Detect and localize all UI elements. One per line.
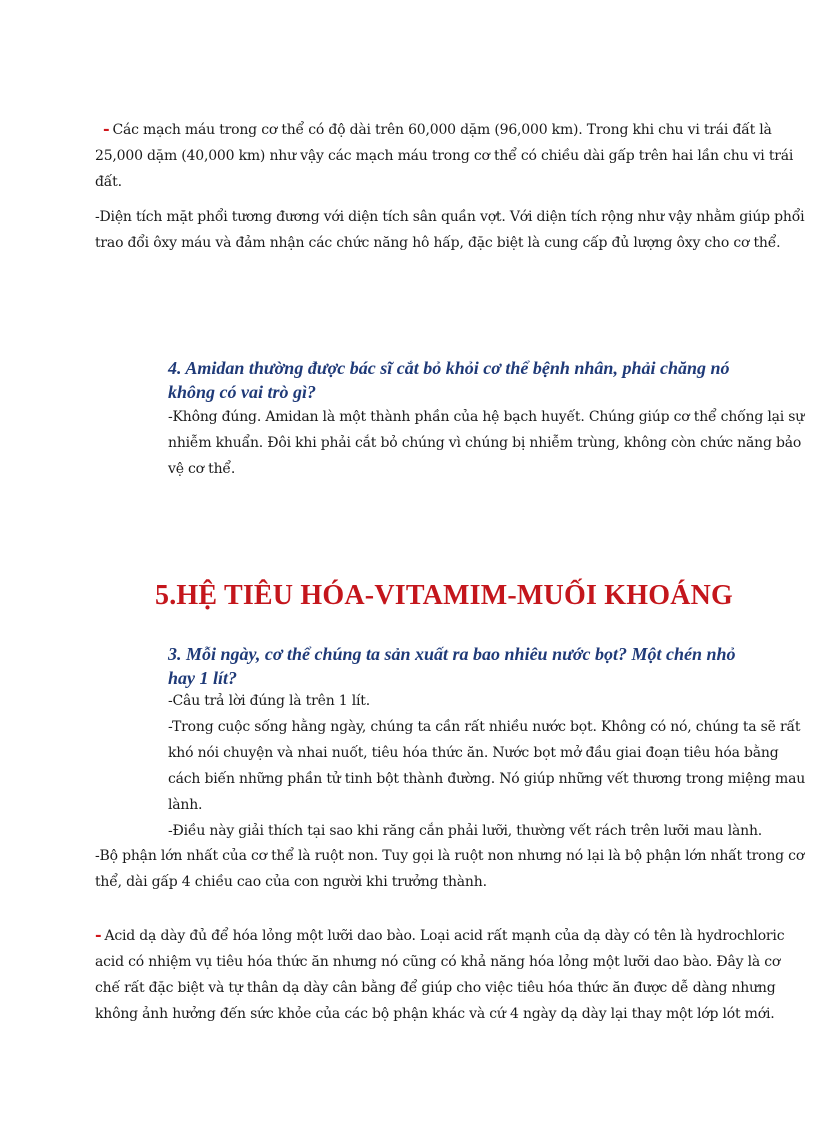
paragraph-line: đất. bbox=[95, 174, 122, 190]
paragraph-line: -Không đúng. Amidan là một thành phần của hệ bạch huyết. Chúng giúp cơ thể chống lại sự bbox=[168, 409, 805, 425]
paragraph-line: - Các mạch máu trong cơ thể có độ dài trên 60,000 dặm (96,000 km). Trong khi chu vi trái đất là bbox=[103, 119, 772, 138]
question-heading-tonsils: 4. Amidan thường được bác sĩ cắt bỏ khỏi cơ thể bệnh nhân, phải chăng nó không có vai trò gì? bbox=[168, 358, 730, 402]
paragraph-line: không ảnh hưởng đến sức khỏe của các bộ phận khác và cứ 4 ngày dạ dày lại thay một lớp lót mới. bbox=[95, 1006, 775, 1022]
paragraph-line: chế rất đặc biệt và tự thân dạ dày cân bằng để giúp cho việc tiêu hóa thức ăn được dễ dàng nhưng bbox=[95, 980, 776, 996]
paragraph-line: cách biến những phần tử tinh bột thành đường. Nó giúp những vết thương trong miệng mau bbox=[168, 771, 806, 787]
paragraph-line: -Diện tích mặt phổi tương đương với diện tích sân quần vợt. Với diện tích rộng như vậy nhằm giúp phổi bbox=[95, 209, 805, 225]
paragraph-blood-vessels bbox=[95, 116, 794, 195]
paragraph-lung-area bbox=[95, 204, 805, 256]
question-heading-saliva: 3. Mỗi ngày, cơ thể chúng ta sản xuất ra bao nhiêu nước bọt? Một chén nhỏ hay 1 lít? bbox=[168, 644, 736, 688]
paragraph-stomach-acid bbox=[95, 922, 795, 1027]
paragraph-small-intestine bbox=[95, 843, 805, 895]
paragraph-line: 25,000 dặm (40,000 km) như vậy các mạch máu trong cơ thể có chiều dài gấp trên hai lần chu vi trái bbox=[95, 148, 794, 164]
answer-tonsils bbox=[168, 404, 805, 482]
paragraph-line: thể, dài gấp 4 chiều cao của con người khi trưởng thành. bbox=[95, 874, 487, 890]
paragraph-line: -Điều này giải thích tại sao khi răng cắn phải lưỡi, thường vết rách trên lưỡi mau lành. bbox=[168, 823, 763, 839]
bullet-dash: - bbox=[95, 925, 102, 944]
paragraph-line: khó nói chuyện và nhai nuốt, tiêu hóa thức ăn. Nước bọt mở đầu giai đoạn tiêu hóa bằng bbox=[168, 745, 779, 761]
paragraph-line: -Bộ phận lớn nhất của cơ thể là ruột non. Tuy gọi là ruột non nhưng nó lại là bộ phận lớn nhất trong cơ bbox=[95, 848, 805, 864]
paragraph-line: trao đổi ôxy máu và đảm nhận các chức năng hô hấp, đặc biệt là cung cấp đủ lượng ôxy cho cơ thể. bbox=[95, 235, 781, 251]
answer-saliva bbox=[168, 688, 806, 844]
paragraph-line: - Acid dạ dày đủ để hóa lỏng một lưỡi dao bào. Loại acid rất mạnh của dạ dày có tên là hydrochloric bbox=[95, 925, 785, 944]
paragraph-line: nhiễm khuẩn. Đôi khi phải cắt bỏ chúng vì chúng bị nhiễm trùng, không còn chức năng bảo bbox=[168, 435, 802, 451]
section-title-digestive-system: 5.HỆ TIÊU HÓA-VITAMIM-MUỐI KHOÁNG bbox=[155, 580, 734, 611]
paragraph-line: -Trong cuộc sống hằng ngày, chúng ta cần rất nhiều nước bọt. Không có nó, chúng ta sẽ rất bbox=[168, 719, 801, 735]
bullet-dash: - bbox=[103, 119, 110, 138]
paragraph-line: lành. bbox=[168, 797, 203, 813]
paragraph-line: vệ cơ thể. bbox=[168, 461, 236, 477]
paragraph-line: -Câu trả lời đúng là trên 1 lít. bbox=[168, 693, 370, 709]
paragraph-line: acid có nhiệm vụ tiêu hóa thức ăn nhưng nó cũng có khả năng hóa lỏng một lưỡi dao bào. Đây là cơ bbox=[95, 954, 781, 970]
